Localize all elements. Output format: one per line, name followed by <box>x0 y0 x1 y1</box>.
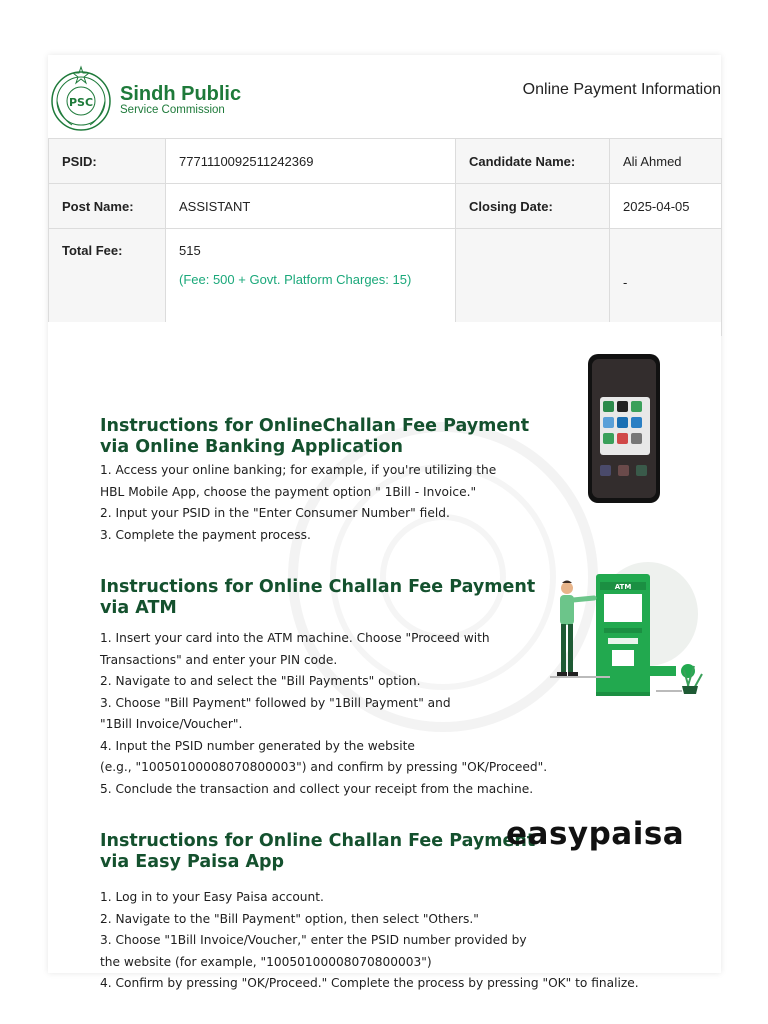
atm-machine-icon <box>538 554 703 704</box>
step-text: 3. Choose "1Bill Invoice/Voucher," enter the PSID number provided by <box>100 933 527 947</box>
easypaisa-title-line: Instructions for Online Challan Fee Payment <box>100 831 536 851</box>
easypaisa-steps <box>100 887 639 995</box>
empty-value-cell: - <box>610 229 722 336</box>
atm-title-line: Instructions for Online Challan Fee Payment <box>100 577 536 597</box>
candidate-name-value: Ali Ahmed <box>610 139 722 184</box>
page-header <box>48 55 721 138</box>
step-text: 5. Conclude the transaction and collect your receipt from the machine. <box>100 781 534 796</box>
step-text: 4. Input the PSID number generated by the website <box>100 738 415 753</box>
step-text: 2. Navigate to the "Bill Payment" option, then select "Others." <box>100 911 479 926</box>
org-subtitle: Service Commission <box>120 104 225 116</box>
easypaisa-logo: easypaisa <box>506 816 685 852</box>
atm-title-line: via ATM <box>100 598 177 618</box>
closing-date-value: 2025-04-05 <box>610 184 722 229</box>
step-text: 4. Confirm by pressing "OK/Proceed." Complete the process by pressing "OK" to finalize. <box>100 976 639 990</box>
logo-letters: PSC <box>68 96 94 109</box>
payment-card <box>48 55 721 990</box>
smartphone-icon <box>586 353 662 504</box>
step-text: "1Bill Invoice/Voucher". <box>100 717 243 731</box>
post-name-value: ASSISTANT <box>166 184 456 229</box>
step-text: 3. Choose "Bill Payment" followed by "1Bill Payment" and <box>100 695 451 710</box>
step-text: 1. Insert your card into the ATM machine. Choose "Proceed with <box>100 631 490 645</box>
banking-section-title <box>100 416 529 458</box>
total-fee-cell <box>166 229 456 336</box>
table-row <box>49 139 722 184</box>
banking-steps <box>100 460 496 546</box>
atm-section-title <box>100 577 535 619</box>
banking-title-line: Instructions for OnlineChallan Fee Payment <box>100 416 530 436</box>
closing-date-label: Closing Date: <box>456 184 610 229</box>
step-text: Transactions" and enter your PIN code. <box>100 652 338 667</box>
org-name: Sindh Public <box>120 83 242 105</box>
payment-instructions <box>48 322 721 990</box>
psid-value: 7771110092511242369 <box>166 139 456 184</box>
atm-steps <box>100 628 547 800</box>
step-text: 3. Complete the payment process. <box>100 527 311 542</box>
easypaisa-title-line: via Easy Paisa App <box>100 852 285 872</box>
step-text: 2. Navigate to and select the "Bill Payments" option. <box>100 674 421 688</box>
step-text: 2. Input your PSID in the "Enter Consumer Number" field. <box>100 506 450 520</box>
banking-title-line: via Online Banking Application <box>100 437 404 457</box>
total-fee-value: 515 <box>179 243 201 258</box>
empty-label-cell <box>456 229 610 336</box>
easypaisa-section-title <box>100 831 535 873</box>
atm-sign: ATM <box>614 583 632 591</box>
step-text: the website (for example, "10050100008070800003") <box>100 954 432 969</box>
step-text: (e.g., "10050100008070800003") and confirm by pressing "OK/Proceed". <box>100 760 548 774</box>
post-name-label: Post Name: <box>49 184 166 229</box>
table-row <box>49 229 722 336</box>
step-text: 1. Access your online banking; for example, if you're utilizing the <box>100 463 497 477</box>
page-title: Online Payment Information <box>522 81 721 98</box>
fee-breakdown: (Fee: 500 + Govt. Platform Charges: 15) <box>179 272 412 287</box>
step-text: HBL Mobile App, choose the payment option " 1Bill - Invoice." <box>100 484 477 499</box>
spsc-logo-icon <box>48 65 114 131</box>
psid-label: PSID: <box>49 139 166 184</box>
total-fee-label: Total Fee: <box>49 229 166 336</box>
payment-info-table <box>48 138 722 336</box>
step-text: 1. Log in to your Easy Paisa account. <box>100 890 324 904</box>
table-row <box>49 184 722 229</box>
candidate-name-label: Candidate Name: <box>456 139 610 184</box>
